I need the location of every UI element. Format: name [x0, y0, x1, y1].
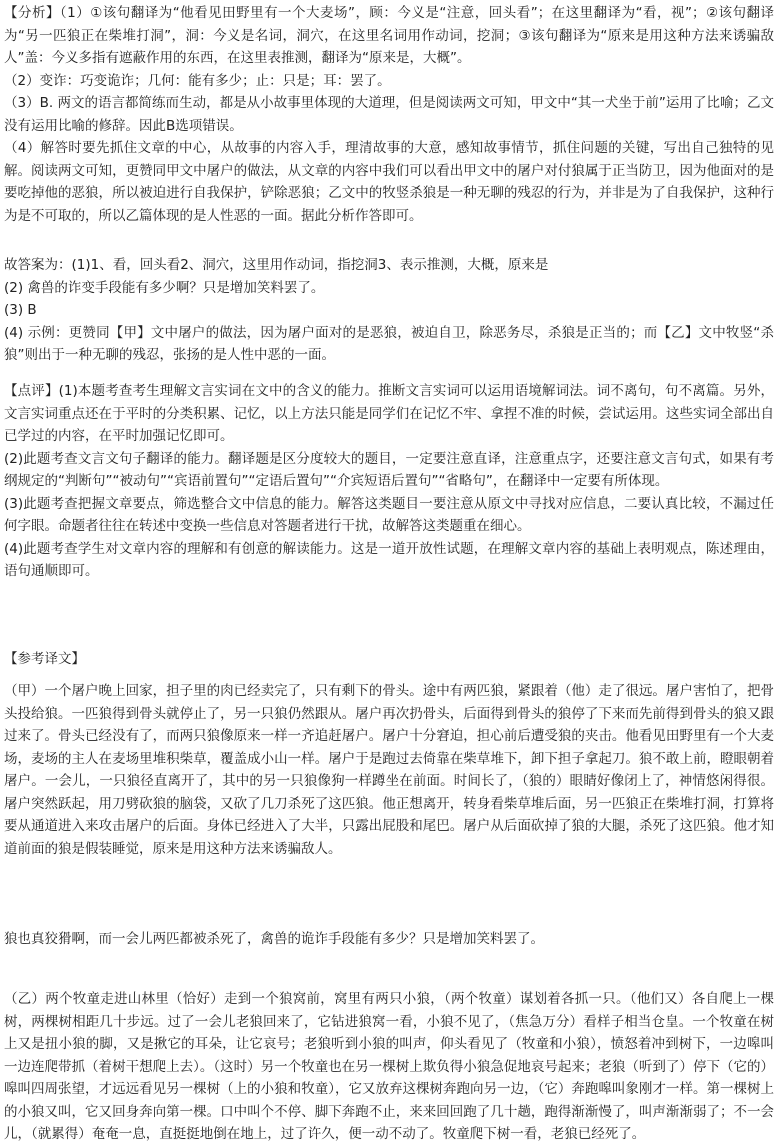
reference-paragraph-b: 狼也真狡猾啊，而一会儿两匹都被杀死了，禽兽的诡诈手段能有多少？只是增加笑料罢了。: [4, 931, 544, 947]
reference-title-block: [4, 648, 774, 671]
answer-section: [4, 254, 774, 367]
answer-line-3: (3) B: [4, 302, 37, 318]
reference-paragraph-a: （甲）一个屠户晚上回家，担子里的肉已经卖完了，只有剩下的骨头。途中有两匹狼，紧跟着（他）走了很远。屠户害怕了，把骨头投给狼。一匹狼得到骨头就停止了，另一只狼仍然跟从。屠户再次扔骨头，后面得到骨头的狼停了下来而先前得到骨头的狼又跟过来了。骨头已经没有了，而两只狼像原来一样一齐追赶屠户。屠户十分窘迫，担心前后遭受狼的夹击。他看见田野里有一个大麦场，麦场的主人在麦场里堆积柴草，覆盖成小山一样。屠户于是跑过去倚靠在柴草堆下，卸下担子拿起刀。狼不敢上前，瞪眼朝着屠户。一会儿，一只狼径直离开了，其中的另一只狼像狗一样蹲坐在前面。时间长了，（狼的）眼睛好像闭上了，神情悠闲得很。屠户突然跃起，用刀劈砍狼的脑袋，又砍了几刀杀死了这匹狼。他正想离开，转身看柴草堆后面，另一匹狼正在柴堆打洞，打算将要从通道进入来攻击屠户的后面。身体已经进入了大半，只露出屁股和尾巴。屠户从后面砍掉了狼的大腿，杀死了这匹狼。他才知道前面的狼是假装睡觉，原来是用这种方法来诱骗敌人。: [4, 683, 774, 857]
analysis-paragraph-1: 【分析】（1）①该句翻译为“他看见田野里有一个大麦场”，顾：今义是“注意，回头看”；在这里翻译为“看，视”；②该句翻译为“另一匹狼正在柴堆打洞”，洞：今义是名词，洞穴，在这里名词用作动词，挖洞；③该句翻译为“原来是用这种方法来诱骗敌人”盖：今义多指有遮蔽作用的东西，在这里表推测，翻译为“原来是，大概”。: [4, 5, 774, 66]
comment-paragraph-1: 【点评】(1)本题考查考生理解文言实词在文中的含义的能力。推断文言实词可以运用语境解词法。词不离句，句不离篇。另外，文言实词重点还在于平时的分类积累、记忆，以上方法只能是同学们在记忆不牢、拿捏不准的时候，尝试运用。这些实词全部出自已学过的内容，在平时加强记忆即可。: [4, 383, 774, 444]
comment-section: [4, 380, 774, 583]
answer-line-4: (4) 示例：更赞同【甲】文中屠户的做法，因为屠户面对的是恶狼，被迫自卫，除恶务尽，杀狼是正当的；而【乙】文中牧竖“杀狼”则出于一种无聊的残忍，张扬的是人性中恶的一面。: [4, 324, 774, 363]
reference-paragraph-b-block: [4, 928, 774, 951]
answer-line-1: 故答案为：(1)1、看，回头看2、洞穴，这里用作动词，指挖洞3、表示推测，大概，原来是: [4, 257, 549, 273]
analysis-paragraph-4: （4）解答时要先抓住文章的中心，从故事的内容入手，理清故事的大意，感知故事情节，抓住问题的关键，写出自己独特的见解。阅读两文可知，更赞同甲文中屠户的做法，从文章的内容中我们可以看出甲文中的屠户对付狼属于正当防卫，因为他面对的是要吃掉他的恶狼，所以被迫进行自我保护，铲除恶狼；乙文中的牧竖杀狼是一种无聊的残忍的行为，并非是为了自我保护，这种行为是不可取的，所以乙篇体现的是人性恶的一面。据此分析作答即可。: [4, 140, 774, 224]
reference-title: 【参考译文】: [4, 651, 85, 667]
analysis-paragraph-2: （2）变诈：巧变诡诈；几何：能有多少；止：只是；耳：罢了。: [4, 72, 391, 89]
comment-paragraph-4: (4)此题考查学生对文章内容的理解和有创意的解读能力。这是一道开放性试题，在理解文章内容的基础上表明观点，陈述理由，语句通顺即可。: [4, 540, 774, 579]
comment-paragraph-2: (2)此题考查文言文句子翻译的能力。翻译题是区分度较大的题目，一定要注意直译，注意重点字，还要注意文言句式，如果有考纲规定的“判断句”“被动句”“宾语前置句”“定语后置句”“介宾短语后置句”“省略句”，在翻译中一定要有所体现。: [4, 450, 774, 489]
reference-paragraph-c-block: [4, 988, 774, 1146]
answer-line-2: (2) 禽兽的诈变手段能有多少啊？只是增加笑料罢了。: [4, 279, 325, 296]
reference-paragraph-c: （乙）两个牧童走进山林里（恰好）走到一个狼窝前，窝里有两只小狼，（两个牧童）谋划着各抓一只。（他们又）各自爬上一棵树，两棵树相距几十步远。过了一会儿老狼回来了，它钻进狼窝一看，小狼不见了，（焦急万分）看样子相当仓皇。一个牧童在树上又是扭小狼的脚，又是揪它的耳朵，让它哀号；老狼听到小狼的叫声，仰头看见了（牧童和小狼），愤怒着冲到树下，一边嗥叫一边连爬带抓（着树干想爬上去）。（这时）另一个牧童也在另一棵树上欺负得小狼急促地哀号起来；老狼（听到了）停下（它的）嗥叫四周张望，才远远看见另一棵树（上的小狼和牧童），它又放弃这棵树奔跑向另一边，（它）奔跑嗥叫象刚才一样。第一棵树上的小狼又叫，它又回身奔向第一棵。口中叫个不停、脚下奔跑不止，来来回回跑了几十趟，跑得渐渐慢了，叫声渐渐弱了；不一会儿，（就累得）奄奄一息，直挺挺地倒在地上，过了许久，便一动不动了。牧童爬下树一看，老狼已经死了。: [4, 991, 774, 1142]
reference-paragraph-a-block: [4, 680, 774, 860]
analysis-section: [4, 2, 774, 227]
comment-paragraph-3: (3)此题考查把握文章要点，筛选整合文中信息的能力。解答这类题目一要注意从原文中寻找对应信息，二要认真比较，不漏过任何字眼。命题者往往在转述中变换一些信息对答题者进行干扰，故解答这类题重在细心。: [4, 495, 774, 534]
analysis-paragraph-3: （3）B. 两文的语言都简练而生动，都是从小故事里体现的大道理，但是阅读两文可知，甲文中“其一犬坐于前”运用了比喻；乙文没有运用比喻的修辞。因此B选项错误。: [4, 95, 774, 134]
